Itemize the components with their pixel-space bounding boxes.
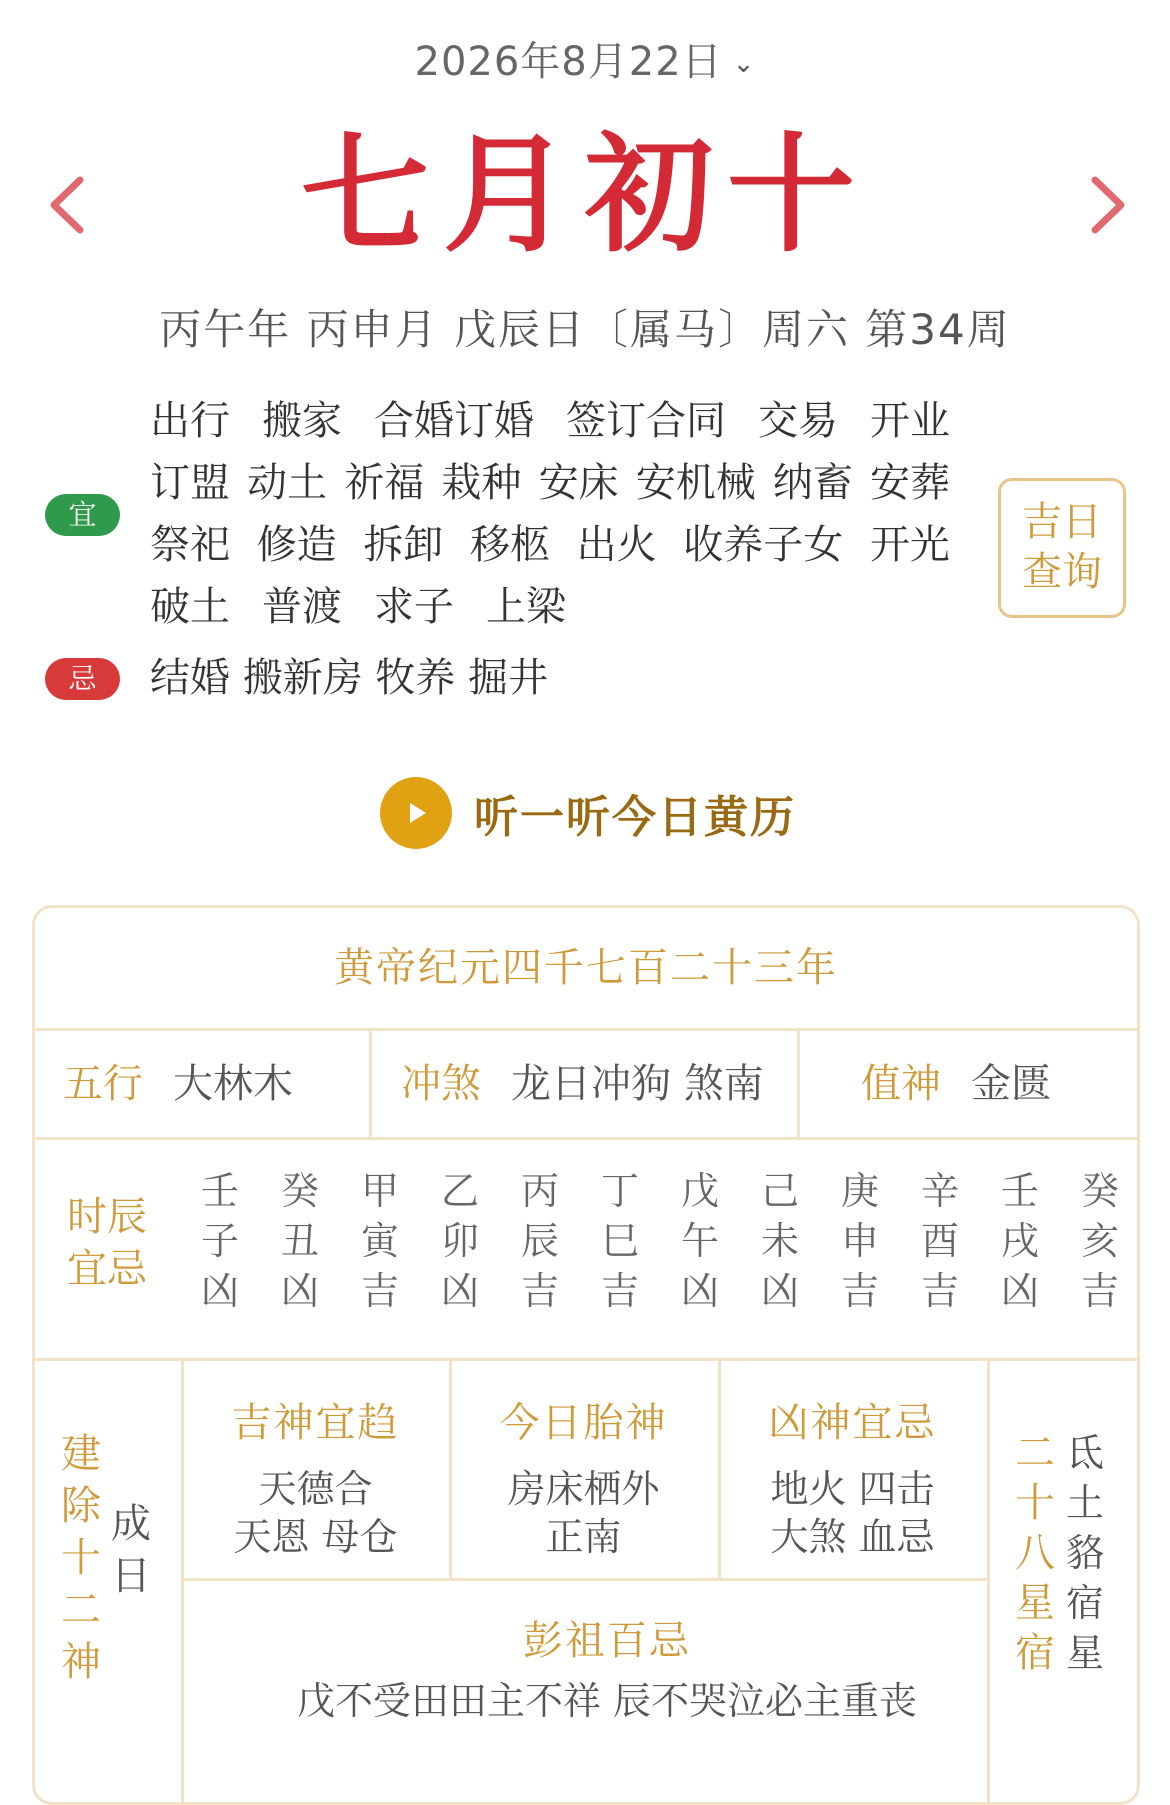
hour-branch: 戌 (1000, 1219, 1039, 1263)
xiu-value: 氐 土 貉 宿 星 (1065, 1431, 1104, 1675)
jishen-line: 天德合 (258, 1467, 373, 1511)
hour-stem: 壬 (1000, 1169, 1039, 1213)
pengzu-text: 戊不受田田主不祥 辰不哭泣必主重丧 (296, 1679, 918, 1723)
yi-item: 动土 (247, 460, 328, 506)
yi-item: 祈福 (344, 460, 425, 506)
ji-list: 结婚 搬新房 牧养 掘井 (150, 655, 549, 701)
jianchu-value: 成 日 (111, 1501, 151, 1599)
jishen-title: 吉神宜趋 (231, 1400, 400, 1446)
jiri-label-line1: 吉日 (1022, 499, 1102, 545)
yi-line (150, 576, 950, 638)
hour-branch: 辰 (520, 1219, 559, 1263)
divider (369, 1028, 372, 1137)
hour-branch: 午 (680, 1219, 719, 1263)
hour-column (670, 1166, 730, 1316)
yi-item: 安机械 (635, 460, 756, 506)
pengzu-cell (185, 1611, 1029, 1729)
solar-date: 2026年8月22日 (414, 39, 723, 85)
date-selector[interactable] (0, 30, 1170, 87)
divider (35, 1137, 1137, 1140)
taishen-line: 房床栖外 (507, 1467, 660, 1511)
wuxing-label: 五行 (63, 1061, 143, 1107)
divider (35, 1358, 1137, 1361)
ganzhi-line: 丙午年 丙申月 戊辰日〔属马〕周六 第34周 (159, 305, 1011, 354)
yi-item: 签订合同 (566, 398, 726, 444)
hour-column (750, 1166, 810, 1316)
yi-item: 祭祀 (150, 522, 230, 568)
xiongshen-title: 凶神宜忌 (768, 1400, 937, 1446)
hour-luck: 吉 (600, 1269, 639, 1313)
yi-item: 求子 (374, 584, 454, 630)
hour-column (1070, 1166, 1130, 1316)
hour-luck: 凶 (760, 1269, 799, 1313)
hour-branch: 丑 (280, 1219, 319, 1263)
yi-item: 安葬 (869, 460, 950, 506)
taishen-line: 正南 (545, 1515, 622, 1559)
hour-branch: 未 (760, 1219, 799, 1263)
zhishen-value: 金匮 (971, 1061, 1051, 1107)
hour-stem: 辛 (920, 1169, 959, 1213)
wuxing-cell (63, 1031, 293, 1137)
xiongshen-line: 地火 四击 (770, 1467, 935, 1511)
hour-stem: 癸 (280, 1169, 319, 1213)
hour-branch: 申 (840, 1219, 879, 1263)
hour-luck: 凶 (1000, 1269, 1039, 1313)
divider (183, 1578, 987, 1581)
yi-item: 开光 (869, 522, 950, 568)
yi-item: 合婚订婚 (374, 398, 534, 444)
yi-item: 收养子女 (683, 522, 844, 568)
yi-item: 出行 (150, 398, 230, 444)
auspicious-day-query-button[interactable] (998, 478, 1126, 618)
hours-label: 时辰 宜忌 (67, 1194, 147, 1292)
chevron-down-icon: ⌄ (732, 49, 756, 79)
chongsha-label: 冲煞 (401, 1061, 481, 1107)
yi-item: 栽种 (441, 460, 522, 506)
hour-luck: 吉 (840, 1269, 879, 1313)
listen-almanac-button[interactable] (380, 775, 796, 851)
xiongshen-line: 大煞 血忌 (770, 1515, 935, 1559)
hour-column (830, 1166, 890, 1316)
hour-branch: 酉 (920, 1219, 959, 1263)
hours-table (190, 1166, 1130, 1316)
yi-item: 交易 (758, 398, 838, 444)
divider (797, 1028, 800, 1137)
hour-column (990, 1166, 1050, 1316)
divider (987, 1358, 990, 1805)
hour-column (350, 1166, 410, 1316)
yi-item: 破土 (150, 584, 230, 630)
era-title: 黄帝纪元四千七百二十三年 (334, 945, 838, 991)
hour-stem: 丁 (600, 1169, 639, 1213)
jishen-line: 天恩 母仓 (233, 1515, 398, 1559)
hour-luck: 凶 (280, 1269, 319, 1313)
taishen-cell (451, 1393, 716, 1561)
listen-label: 听一听今日黄历 (474, 792, 796, 843)
hour-luck: 吉 (360, 1269, 399, 1313)
yi-item: 开业 (870, 398, 950, 444)
chongsha-value: 龙日冲狗 煞南 (511, 1061, 764, 1107)
yi-item: 安床 (538, 460, 619, 506)
xiu-label: 二 十 八 星 宿 (1015, 1430, 1055, 1676)
hour-luck: 凶 (680, 1269, 719, 1313)
yi-item: 纳畜 (772, 460, 853, 506)
pengzu-title: 彭祖百忌 (523, 1618, 691, 1664)
yi-badge: 宜 (45, 494, 120, 536)
yi-item: 出火 (576, 522, 657, 568)
hour-column (270, 1166, 330, 1316)
wuxing-value: 大林木 (173, 1061, 293, 1107)
hour-column (190, 1166, 250, 1316)
yi-list (150, 390, 950, 638)
hour-luck: 吉 (920, 1269, 959, 1313)
hour-stem: 戊 (680, 1169, 719, 1213)
yi-line (150, 452, 950, 514)
almanac-detail-card (32, 905, 1140, 1805)
hour-stem: 壬 (200, 1169, 239, 1213)
hour-column (510, 1166, 570, 1316)
hour-stem: 乙 (440, 1169, 479, 1213)
hour-column (910, 1166, 970, 1316)
xiongshen-cell (720, 1393, 985, 1561)
hour-luck: 凶 (440, 1269, 479, 1313)
hour-luck: 凶 (200, 1269, 239, 1313)
hour-stem: 庚 (840, 1169, 879, 1213)
hour-luck: 吉 (1080, 1269, 1119, 1313)
yi-item: 订盟 (150, 460, 230, 506)
hour-branch: 巳 (600, 1219, 639, 1263)
hour-column (590, 1166, 650, 1316)
zhishen-label: 值神 (861, 1061, 941, 1107)
jishen-cell (183, 1393, 448, 1561)
hour-branch: 寅 (360, 1219, 399, 1263)
hour-branch: 子 (200, 1219, 239, 1263)
hour-luck: 吉 (520, 1269, 559, 1313)
hour-stem: 甲 (360, 1169, 399, 1213)
hour-branch: 亥 (1080, 1219, 1119, 1263)
yi-line (150, 514, 950, 576)
hour-stem: 丙 (520, 1169, 559, 1213)
jiri-label-line2: 查询 (1022, 549, 1102, 595)
yi-item: 上梁 (486, 584, 566, 630)
yi-item: 拆卸 (363, 522, 444, 568)
taishen-title: 今日胎神 (499, 1400, 668, 1446)
yi-item: 移柩 (469, 522, 550, 568)
yi-item: 普渡 (262, 584, 342, 630)
lunar-date-title: 七月初十 (300, 120, 869, 270)
chongsha-cell (401, 1031, 764, 1137)
jianchu-label: 建 除 十 二 神 (61, 1431, 101, 1685)
play-icon (380, 777, 452, 849)
yi-line (150, 390, 950, 452)
yi-item: 修造 (256, 522, 337, 568)
yi-item: 搬家 (262, 398, 342, 444)
hour-column (430, 1166, 490, 1316)
hour-stem: 癸 (1080, 1169, 1119, 1213)
zhishen-cell (861, 1031, 1051, 1137)
ji-badge: 忌 (45, 658, 120, 700)
hour-branch: 卯 (440, 1219, 479, 1263)
hour-stem: 己 (760, 1169, 799, 1213)
